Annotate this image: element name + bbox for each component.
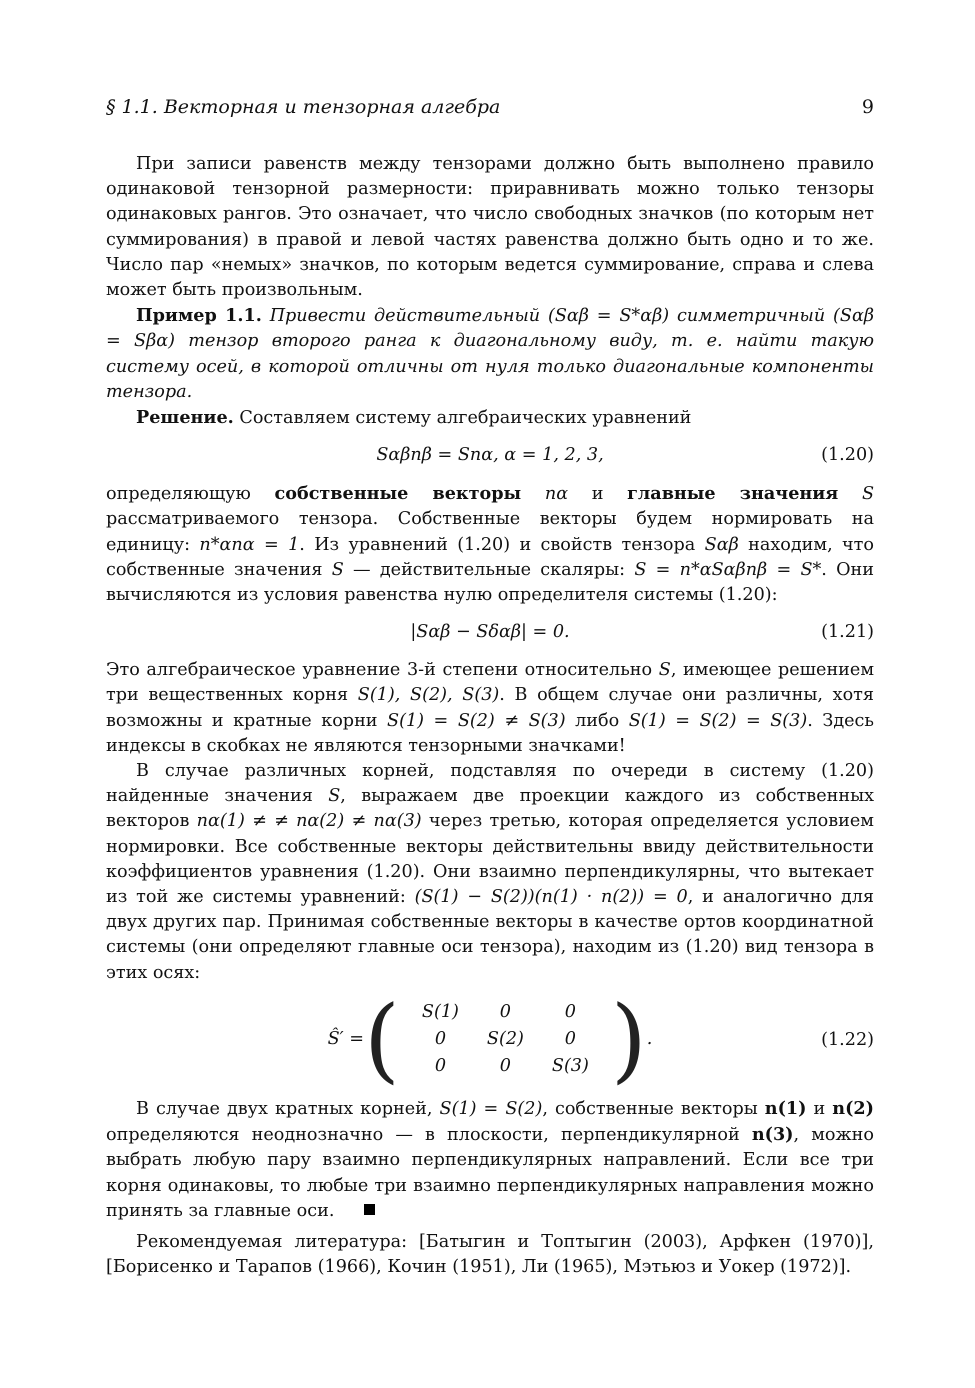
equation-1-21-expr: |Sαβ − Sδαβ| = 0.: [410, 622, 570, 643]
paragraph-distinct-roots: В случае различных корней, подставляя по очереди в систему (1.20) найденные значения S, выражаем две проекции каждого из собственных векторов nα(1) ≠ ≠ nα(2) ≠ nα(3) через третью, которая определяется условием нормировки. Все собственные векторы действительны ввиду действительности коэффициентов уравнения (1.20). Они взаимно перпендикулярны, что вытекает из той же системы уравнений: (S(1) − S(2))(n(1) · n(2)) = 0, и аналогично для двух других пар. Принимая собственные векторы в качестве ортов координатной системы (они определяют главные оси тензора), находим из (1.20) вид тензора в этих осях:: [106, 761, 874, 983]
right-paren: ): [610, 985, 647, 1093]
matrix-lhs: Ŝ′ =: [327, 1029, 365, 1050]
matrix-cell: 0: [564, 1029, 576, 1050]
matrix-cell: S(1): [421, 1002, 459, 1023]
solution-label: Решение.: [136, 407, 234, 429]
solution-paragraph: Решение. Составляем систему алгебраических уравнений: [136, 407, 692, 429]
equation-1-21: [106, 608, 874, 658]
equation-1-20: [106, 431, 874, 481]
paragraph-literature: Рекомендуемая литература: [Батыгин и Топтыгин (2003), Арфкен (1970)], [Борисенко и Тарапов (1966), Кочин (1951), Ли (1965), Мэтьюз и Уокер (1972)].: [106, 1231, 874, 1278]
page-body: [106, 152, 874, 1280]
equation-1-20-number: (1.20): [821, 445, 874, 466]
end-of-proof-square: [364, 1204, 375, 1215]
paragraph-rules: При записи равенств между тензорами должно быть выполнено правило одинаковой тензорной размерности: приравнивать можно только тензоры одинаковых рангов. Это означает, что число свободных значков (по которым нет суммирования) в правой и левой частях равенства должно быть одно и то же. Число пар «немых» значков, по которым ведется суммирование, справа и слева может быть произвольным.: [106, 154, 874, 301]
example-1-1: Пример 1.1. Привести действительный (Sαβ = S*αβ) симметричный (Sαβ = Sβα) тензор второго ранга к диагональному виду, т. е. найти такую систему осей, в которой отличны от нуля только диагональные компоненты тензора.: [106, 305, 875, 402]
equation-1-22: [106, 986, 874, 1096]
matrix-cell: S(2): [486, 1029, 524, 1050]
matrix-cell: 0: [564, 1002, 576, 1023]
page-number: 9: [861, 96, 874, 118]
paragraph-roots: Это алгебраическое уравнение 3-й степени относительно S, имеющее решением три вещественных корня S(1), S(2), S(3). В общем случае они различны, хотя возможны и кратные корни S(1) = S(2) ≠ S(3) либо S(1) = S(2) = S(3). Здесь индексы в скобках не являются тензорными значками!: [106, 660, 875, 756]
matrix-cell: 0: [499, 1002, 511, 1023]
matrix-equation: [327, 985, 653, 1093]
diagonal-matrix: [408, 999, 603, 1081]
left-paren: (: [364, 985, 400, 1093]
matrix-cell: 0: [434, 1056, 447, 1077]
equation-1-22-number: (1.22): [821, 1029, 874, 1050]
equation-1-21-number: (1.21): [821, 622, 874, 643]
matrix-tail: .: [646, 1029, 653, 1050]
matrix-cell: 0: [499, 1056, 511, 1077]
paragraph-multiple-roots: В случае двух кратных корней, S(1) = S(2), собственные векторы n(1) и n(2) определяются неоднозначно — в плоскости, перпендикулярной n(3), можно выбрать любую пару взаимно перпендикулярных направлений. Если все три корня одинаковы, то любые три взаимно перпендикулярных направления можно принять за главные оси.: [106, 1097, 874, 1221]
running-header: [106, 96, 874, 124]
equation-1-20-expr: Sαβnβ = Snα, α = 1, 2, 3,: [376, 445, 604, 466]
section-title: § 1.1. Векторная и тензорная алгебра: [106, 96, 501, 118]
example-label: Пример 1.1.: [136, 305, 262, 327]
matrix-cell: S(3): [551, 1056, 589, 1077]
paragraph-eigenvectors: определяющую собственные векторы nα и главные значения S рассматриваемого тензора. Собственные векторы будем нормировать на единицу: n*αnα = 1. Из уравнений (1.20) и свойств тензора Sαβ находим, что собственные значения S — действительные скаляры: S = n*αSαβnβ = S*. Они вычисляются из условия равенства нулю определителя системы (1.20):: [106, 483, 875, 606]
matrix-cell: 0: [434, 1029, 447, 1050]
